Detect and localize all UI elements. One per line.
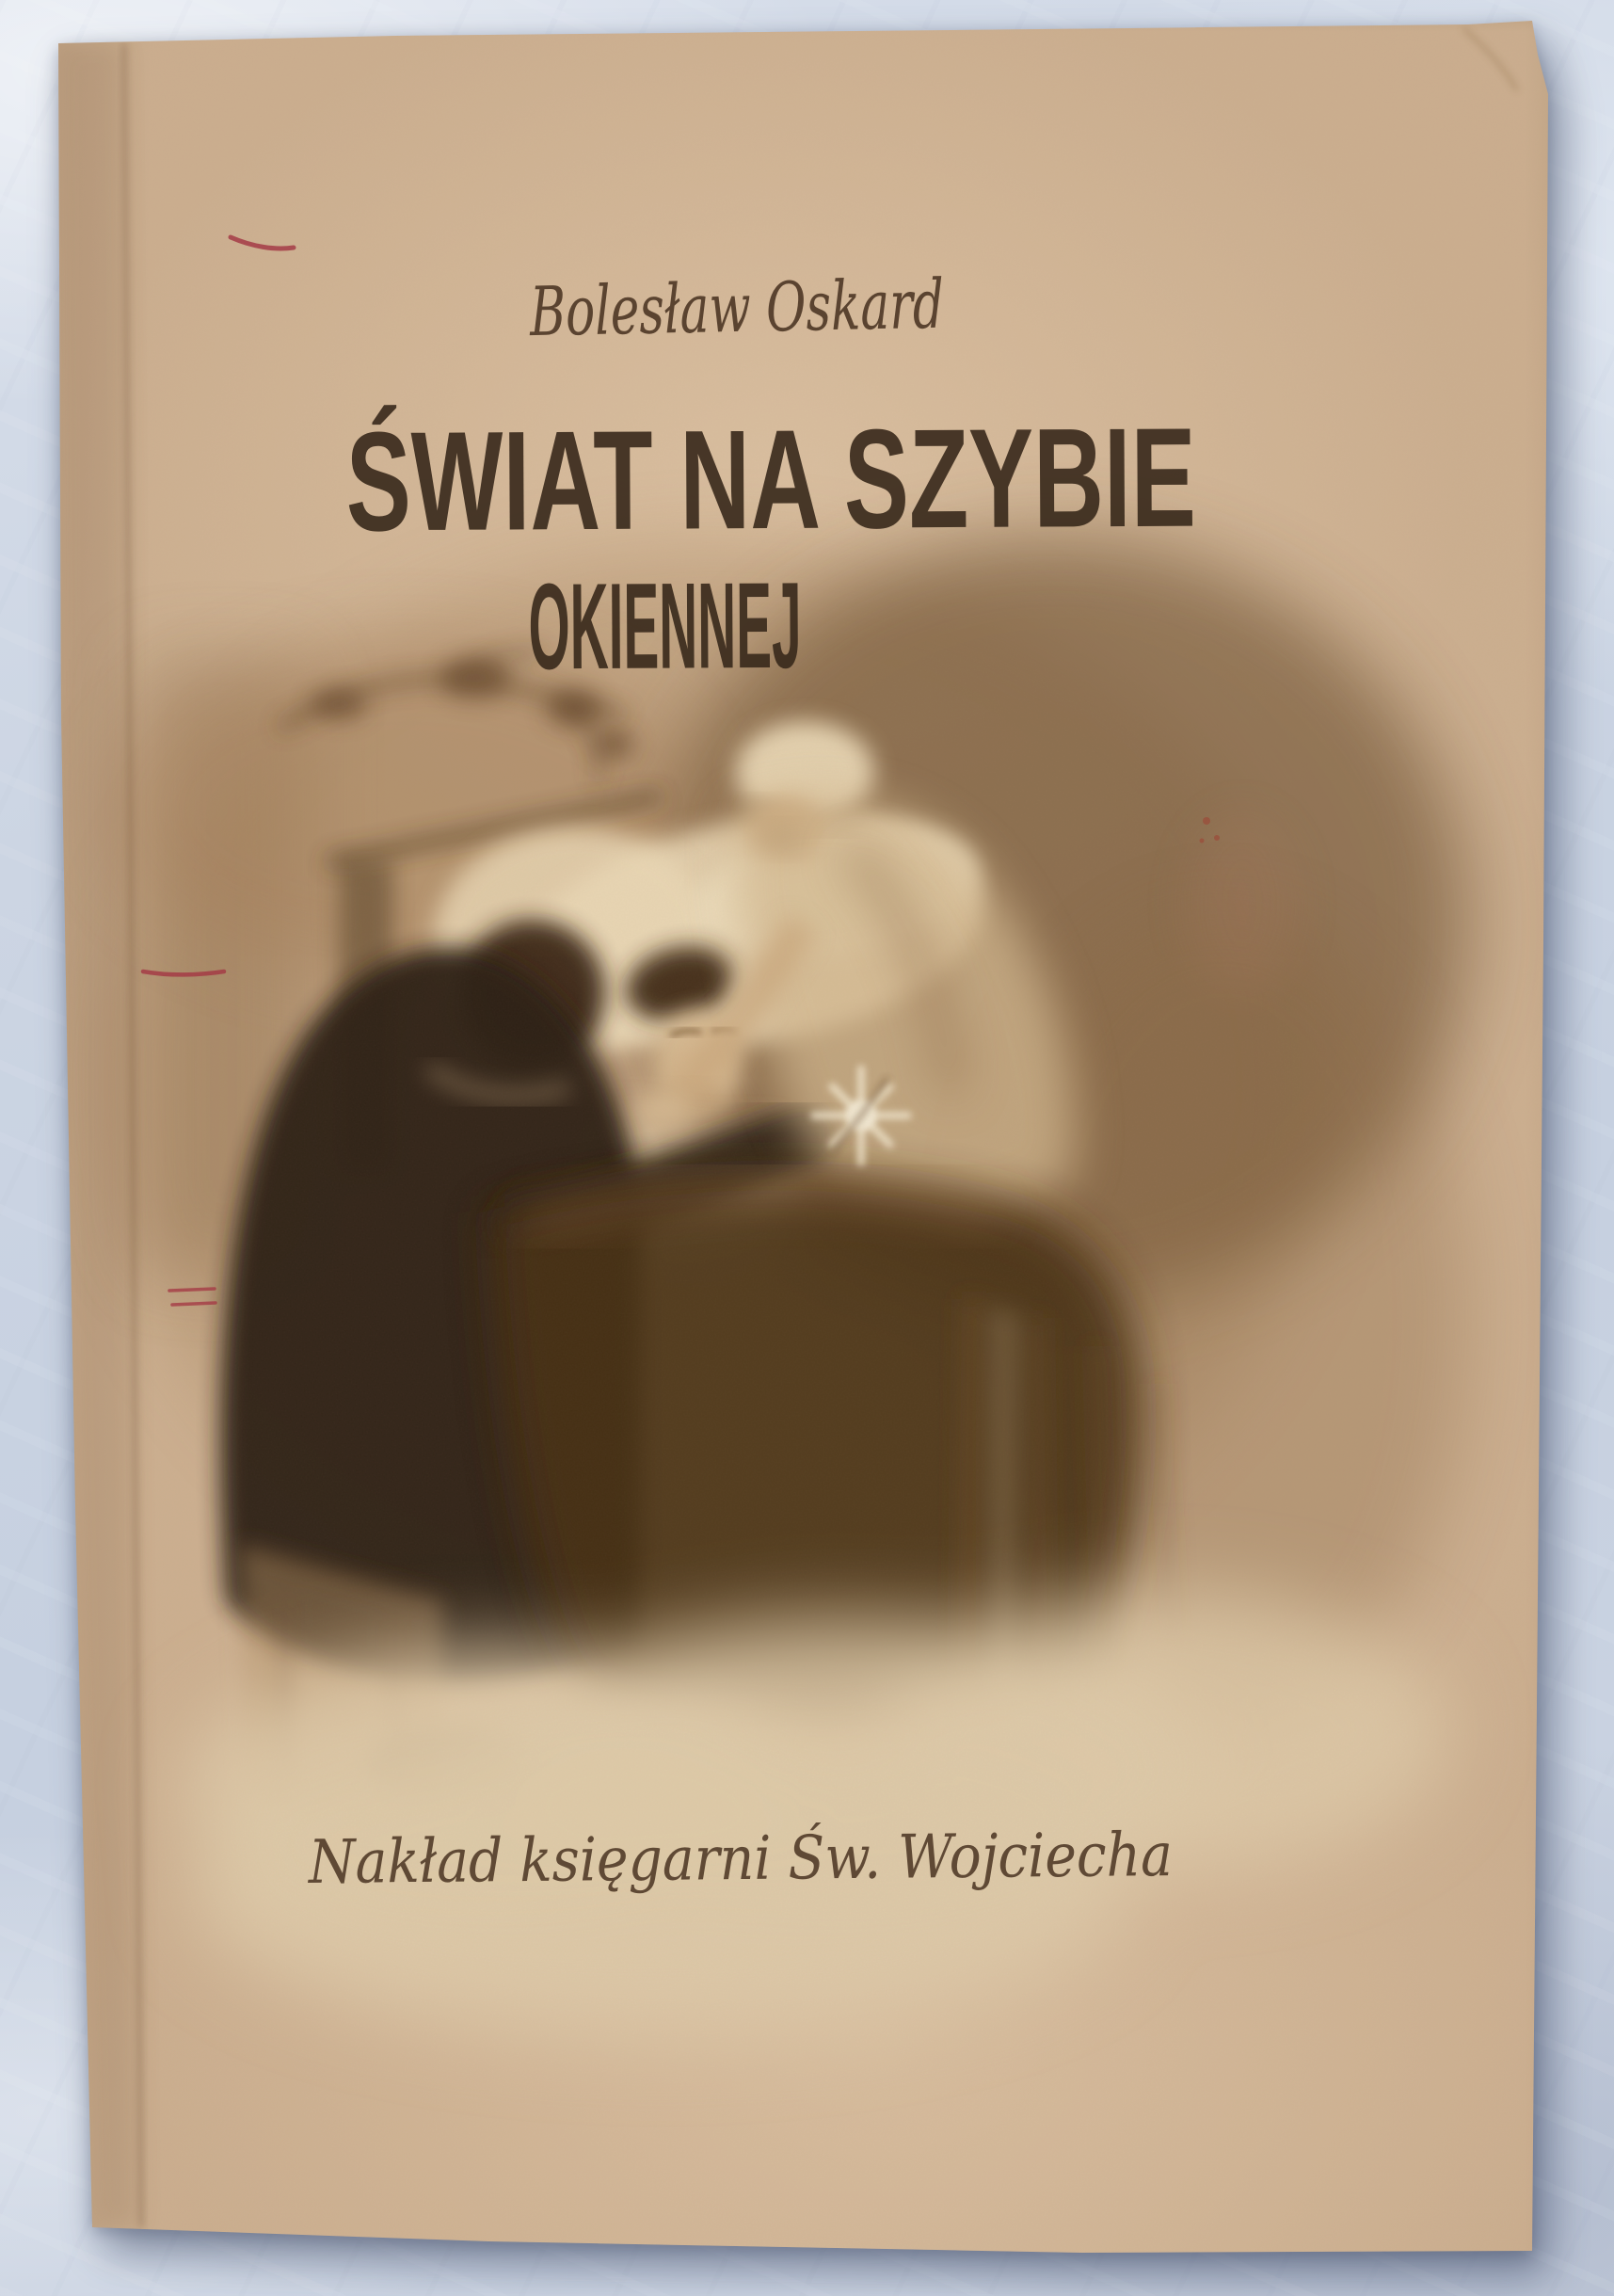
- publisher-imprint: Nakład księgarni Św. Wojciecha: [308, 1819, 1285, 1899]
- title-line-2: [528, 556, 802, 696]
- title-line-1: ŚWIAT NA SZYBIE: [345, 395, 1578, 561]
- paper-grain: [52, 14, 1578, 2259]
- author-name: Bolesław Oskard: [529, 261, 1108, 352]
